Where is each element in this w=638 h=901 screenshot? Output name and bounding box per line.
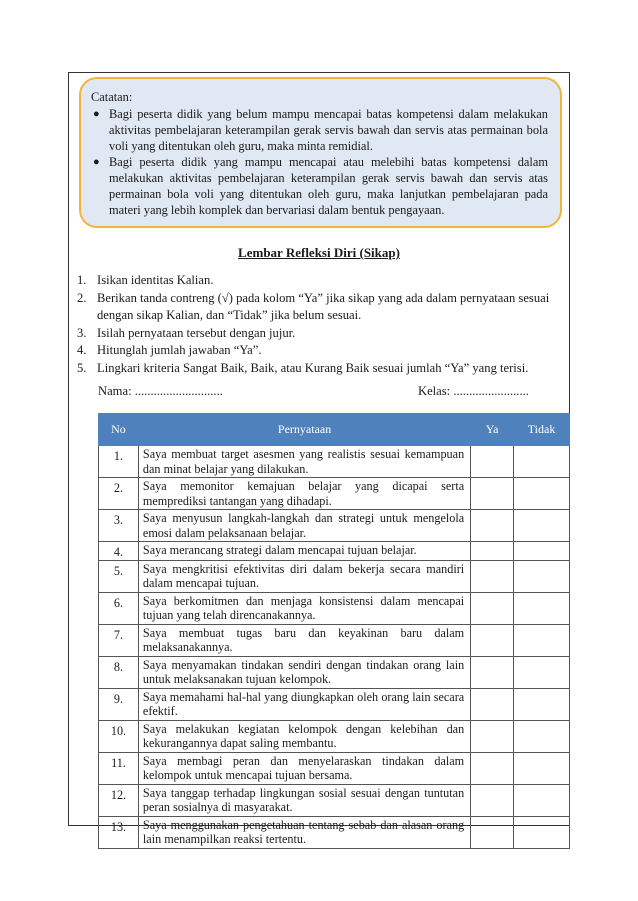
table-row xyxy=(99,816,570,848)
table-row xyxy=(99,478,570,510)
row-statement: Saya memonitor kemajuan belajar yang dicapai serta memprediksi tantangan yang dihadapi. xyxy=(138,478,470,510)
table-row xyxy=(99,656,570,688)
row-number: 3. xyxy=(99,510,139,542)
table-row xyxy=(99,560,570,592)
row-number: 5. xyxy=(99,560,139,592)
no-answer-cell[interactable] xyxy=(514,592,570,624)
table-header-row xyxy=(99,414,570,446)
row-number: 13. xyxy=(99,816,139,848)
no-answer-cell[interactable] xyxy=(514,560,570,592)
row-number: 12. xyxy=(99,784,139,816)
instruction-number: 1. xyxy=(77,273,87,287)
instruction-text: Isikan identitas Kalian. xyxy=(97,273,214,287)
row-statement: Saya melakukan kegiatan kelompok dengan kelebihan dan kekurangannya dapat saling membantu. xyxy=(138,720,470,752)
note-item-text: Bagi peserta didik yang belum mampu mencapai batas kompetensi dalam melakukan aktivitas pembelajaran keterampilan gerak servis bawah dan servis atas permainan bola voli yang ditentukan oleh guru, maka minta remidial. xyxy=(109,107,548,153)
note-list xyxy=(91,106,548,218)
row-statement: Saya menggunakan pengetahuan tentang sebab dan alasan orang lain menampilkan reaksi tertentu. xyxy=(138,816,470,848)
instruction-number: 3. xyxy=(77,325,87,340)
header-yes: Ya xyxy=(471,414,514,446)
no-answer-cell[interactable] xyxy=(514,478,570,510)
yes-cell[interactable] xyxy=(471,816,514,848)
row-statement: Saya mengkritisi efektivitas diri dalam bekerja secara mandiri dalam mencapai tujuan. xyxy=(138,560,470,592)
header-no: No xyxy=(99,414,139,446)
row-number: 4. xyxy=(99,542,139,561)
row-statement: Saya membuat tugas baru dan keyakinan baru dalam melaksanakannya. xyxy=(138,624,470,656)
table-row xyxy=(99,592,570,624)
yes-cell[interactable] xyxy=(471,446,514,478)
instruction-item xyxy=(77,360,567,378)
table-row xyxy=(99,784,570,816)
row-statement: Saya menyusun langkah-langkah dan strategi untuk mengelola emosi dalam pelaksanaan belajar. xyxy=(138,510,470,542)
row-statement: Saya menyamakan tindakan sendiri dengan tindakan orang lain untuk melaksanakan tujuan kelompok. xyxy=(138,656,470,688)
no-answer-cell[interactable] xyxy=(514,542,570,561)
row-statement: Saya membagi peran dan menyelaraskan tindakan dalam kelompok untuk mencapai tujuan bersama. xyxy=(138,752,470,784)
no-answer-cell[interactable] xyxy=(514,784,570,816)
instruction-number: 5. xyxy=(77,360,87,375)
header-statement: Pernyataan xyxy=(138,414,470,446)
instruction-item xyxy=(77,272,567,290)
bullet-icon: ● xyxy=(93,108,100,120)
yes-cell[interactable] xyxy=(471,720,514,752)
row-statement: Saya merancang strategi dalam mencapai tujuan belajar. xyxy=(138,542,470,561)
row-number: 11. xyxy=(99,752,139,784)
no-answer-cell[interactable] xyxy=(514,720,570,752)
row-number: 6. xyxy=(99,592,139,624)
table-row xyxy=(99,510,570,542)
class-field[interactable]: Kelas: ........................ xyxy=(418,384,529,398)
table-row xyxy=(99,624,570,656)
yes-cell[interactable] xyxy=(471,784,514,816)
table-row xyxy=(99,542,570,561)
row-number: 8. xyxy=(99,656,139,688)
no-answer-cell[interactable] xyxy=(514,656,570,688)
instruction-text: Berikan tanda contreng (√) pada kolom “Ya” jika sikap yang ada dalam pernyataan sesuai dengan sikap Kalian, dan “Tidak” jika belum sesuai. xyxy=(97,290,550,322)
table-row xyxy=(99,752,570,784)
no-answer-cell[interactable] xyxy=(514,688,570,720)
no-answer-cell[interactable] xyxy=(514,624,570,656)
instruction-text: Hitunglah jumlah jawaban “Ya”. xyxy=(97,343,262,357)
yes-cell[interactable] xyxy=(471,542,514,561)
note-item xyxy=(91,106,548,154)
reflection-table xyxy=(98,413,570,849)
name-field[interactable]: Nama: ............................ xyxy=(98,384,223,398)
yes-cell[interactable] xyxy=(471,478,514,510)
no-answer-cell[interactable] xyxy=(514,446,570,478)
yes-cell[interactable] xyxy=(471,656,514,688)
yes-cell[interactable] xyxy=(471,510,514,542)
instruction-item xyxy=(77,290,567,325)
row-statement: Saya membuat target asesmen yang realistis sesuai kemampuan dan minat belajar yang dilakukan. xyxy=(138,446,470,478)
note-title: Catatan: xyxy=(91,90,133,104)
header-no-answer: Tidak xyxy=(514,414,570,446)
row-statement: Saya tanggap terhadap lingkungan sosial sesuai dengan tuntutan peran sosialnya di masyarakat. xyxy=(138,784,470,816)
instruction-list xyxy=(77,272,567,377)
row-number: 1. xyxy=(99,446,139,478)
no-answer-cell[interactable] xyxy=(514,510,570,542)
instruction-number: 4. xyxy=(77,343,87,357)
instruction-item xyxy=(77,325,567,343)
instruction-text: Lingkari kriteria Sangat Baik, Baik, atau Kurang Baik sesuai jumlah “Ya” yang terisi. xyxy=(97,360,529,375)
yes-cell[interactable] xyxy=(471,592,514,624)
yes-cell[interactable] xyxy=(471,560,514,592)
instruction-number: 2. xyxy=(77,290,87,305)
yes-cell[interactable] xyxy=(471,624,514,656)
table-row xyxy=(99,720,570,752)
note-box xyxy=(79,77,562,228)
row-number: 7. xyxy=(99,624,139,656)
bullet-icon: ● xyxy=(93,156,100,168)
identity-fields xyxy=(98,384,558,399)
row-number: 10. xyxy=(99,720,139,752)
row-number: 9. xyxy=(99,688,139,720)
instruction-item xyxy=(77,342,567,360)
table-row xyxy=(99,688,570,720)
no-answer-cell[interactable] xyxy=(514,752,570,784)
note-item-text: Bagi peserta didik yang mampu mencapai atau melebihi batas kompetensi dalam melakukan aktivitas pembelajaran keterampilan gerak servis bawah dan servis atas permainan bola voli yang ditentukan oleh guru, maka lanjutkan pembelajaran pada materi yang lebih komplek dan bervariasi dalam bentuk pengayaan. xyxy=(109,155,548,217)
instruction-text: Isilah pernyataan tersebut dengan jujur. xyxy=(97,325,296,340)
table-row xyxy=(99,446,570,478)
note-item xyxy=(91,154,548,218)
yes-cell[interactable] xyxy=(471,752,514,784)
sheet-title: Lembar Refleksi Diri (Sikap) xyxy=(238,245,400,260)
row-number: 2. xyxy=(99,478,139,510)
no-answer-cell[interactable] xyxy=(514,816,570,848)
row-statement: Saya berkomitmen dan menjaga konsistensi dalam mencapai tujuan yang telah direncanakannya. xyxy=(138,592,470,624)
yes-cell[interactable] xyxy=(471,688,514,720)
row-statement: Saya memahami hal-hal yang diungkapkan oleh orang lain secara efektif. xyxy=(138,688,470,720)
